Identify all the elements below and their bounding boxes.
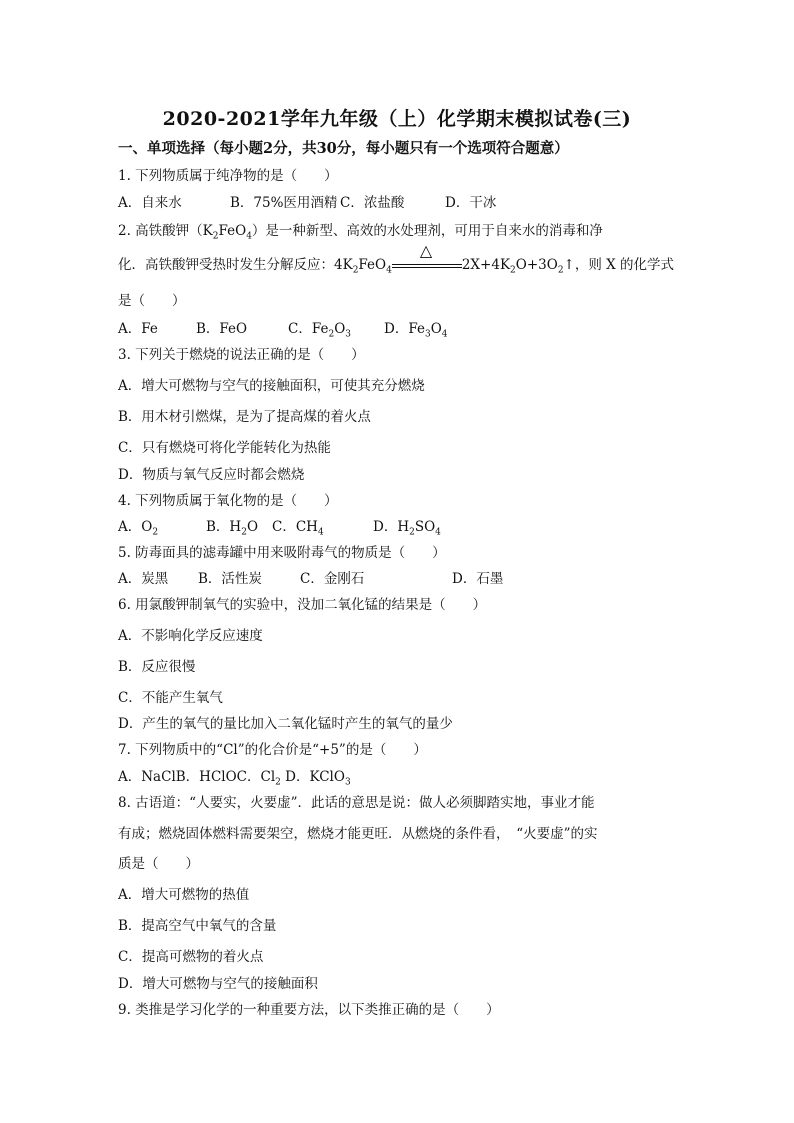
q1-option-c: C．浓盐酸 (340, 195, 405, 211)
q4-option-a: A．$O_2$ (118, 519, 159, 538)
heat-triangle-icon: △ (419, 240, 433, 260)
q8-stem-line1: 8. 古语道：“人要实，火要虚”．此话的意思是说：做人必须脚踏实地，事业才能 (118, 795, 595, 811)
q4-option-b: B．$H_2O$ (206, 519, 259, 538)
q6-option-b: B．反应很慢 (118, 659, 196, 675)
q8-stem-line3: 质是（ ） (118, 856, 199, 872)
q4-option-c: C．$CH_4$ (272, 519, 324, 538)
q2-option-a: A．Fe (118, 321, 158, 337)
q5-option-d: D．石墨 (452, 571, 504, 587)
q3-option-a: A．增大可燃物与空气的接触面积，可使其充分燃烧 (118, 378, 425, 394)
exam-title: 2020-2021学年九年级（上）化学期末模拟试卷(三) (162, 108, 632, 130)
q8-stem-line2: 有成；燃烧固体燃料需要架空，燃烧才能更旺．从燃烧的条件看， “火要虚”的实 (118, 826, 598, 842)
q5-option-a: A．炭黑 (118, 571, 169, 587)
q8-option-d: D．增大可燃物与空气的接触面积 (118, 976, 318, 992)
q1-option-a: A．自来水 (118, 195, 182, 211)
q7-options: A．NaClB．HClOC．$Cl_2$ D．KClO$_3$ (118, 769, 351, 788)
q7-stem: 7. 下列物质中的“Cl”的化合价是“+5”的是（ ） (118, 742, 427, 758)
q3-option-c: C．只有燃烧可将化学能转化为热能 (118, 440, 331, 456)
q2-stem-line2: 化．高铁酸钾受热时发生分解反应：$4K_2FeO_4$ △ $2X+4K_2O+3O_2↑$，则 X 的化学式 (118, 240, 675, 276)
q2-option-b: B．FeO (196, 321, 248, 337)
q5-option-b: B．活性炭 (198, 571, 262, 587)
q6-option-c: C．不能产生氧气 (118, 690, 223, 706)
q4-options (118, 515, 441, 538)
heat-equals-sign (392, 240, 462, 271)
q2-option-d: D．$Fe_3O_4$ (384, 321, 448, 340)
q6-option-d: D．产生的氧气的量比加入二氧化锰时产生的氧气的量少 (118, 716, 453, 732)
q1-stem: 1. 下列物质属于纯净物的是（ ） (118, 168, 338, 184)
q8-option-c: C．提高可燃物的着火点 (118, 949, 264, 965)
q2-option-c: C．$Fe_2O_3$ (288, 321, 351, 340)
q1-options (118, 191, 496, 211)
q2-stem-line3: 是（ ） (118, 293, 186, 309)
q5-stem: 5. 防毒面具的滤毒罐中用来吸附毒气的物质是（ ） (118, 545, 446, 561)
q3-option-b: B．用木材引燃煤，是为了提高煤的着火点 (118, 409, 371, 425)
q4-stem: 4. 下列物质属于氧化物的是（ ） (118, 493, 338, 509)
q1-option-d: D．干冰 (445, 195, 497, 211)
q2-stem-line1: 2. 高铁酸钾$(K_2FeO_4)$是一种新型、高效的水处理剂，可用于自来水的消毒和净 (118, 223, 603, 242)
q8-option-a: A．增大可燃物的热值 (118, 887, 250, 903)
q2-options (118, 317, 448, 340)
q1-option-b: B．75%医用酒精 (230, 195, 338, 211)
q5-option-c: C．金刚石 (300, 571, 365, 587)
q6-option-a: A．不影响化学反应速度 (118, 628, 263, 644)
q3-stem: 3. 下列关于燃烧的说法正确的是（ ） (118, 347, 365, 363)
section-heading: 一、单项选择（每小题2分，共30分，每小题只有一个选项符合题意） (118, 140, 569, 157)
q4-option-d: D．$H_2SO_4$ (373, 519, 441, 538)
q9-stem: 9. 类推是学习化学的一种重要方法，以下类推正确的是（ ） (118, 1002, 500, 1018)
q8-option-b: B．提高空气中氧气的含量 (118, 918, 277, 934)
q6-stem: 6. 用氯酸钾制氧气的实验中，没加二氧化锰的结果是（ ） (118, 597, 487, 613)
q3-option-d: D．物质与氧气反应时都会燃烧 (118, 467, 305, 483)
q5-options (118, 567, 503, 587)
